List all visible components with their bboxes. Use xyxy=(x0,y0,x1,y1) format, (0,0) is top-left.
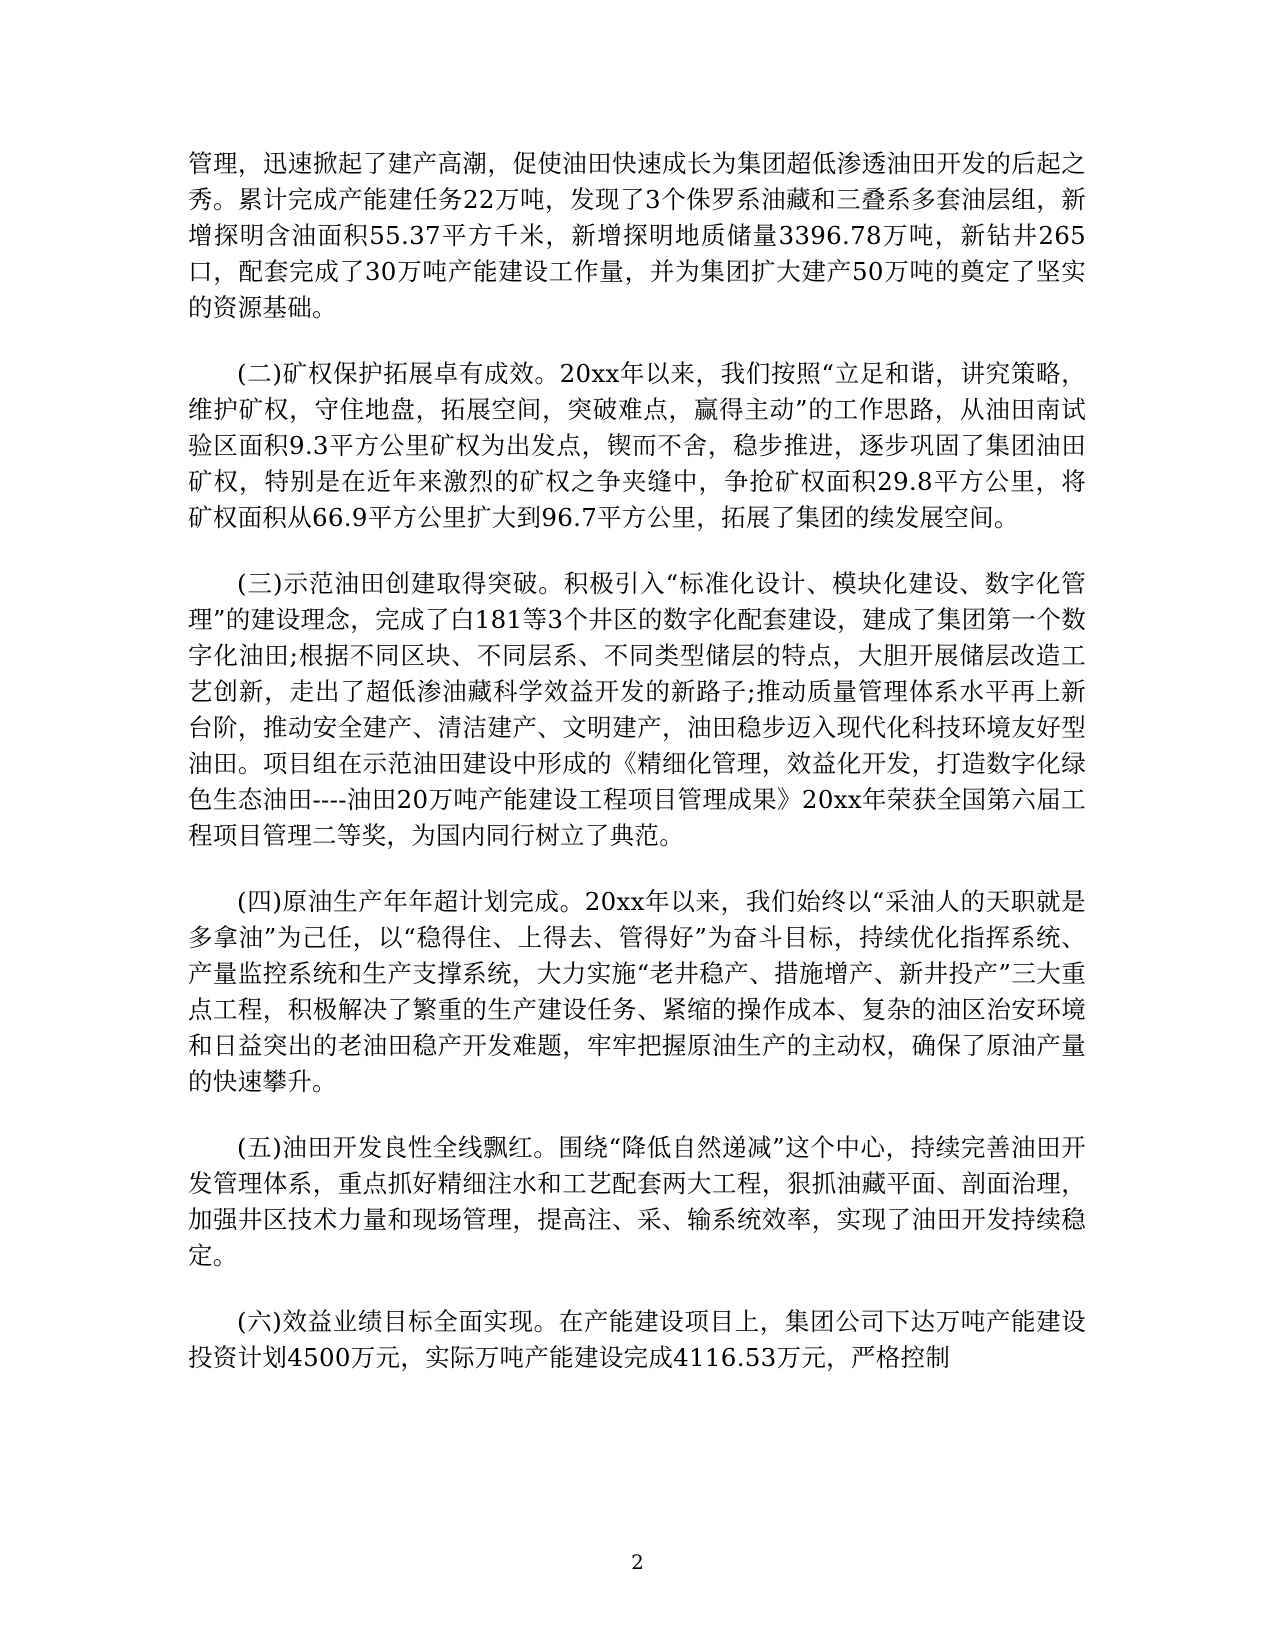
page-body xyxy=(188,146,1086,1406)
paragraph-intro: 管理，迅速掀起了建产高潮，促使油田快速成长为集团超低渗透油田开发的后起之秀。累计完成产能建任务22万吨，发现了3个侏罗系油藏和三叠系多套油层组，新增探明含油面积55.37平方千米，新增探明地质储量3396.78万吨，新钻井265口，配套完成了30万吨产能建设工作量，并为集团扩大建产50万吨的奠定了坚实的资源基础。 xyxy=(188,149,1086,322)
page-number: 2 xyxy=(631,1550,644,1574)
paragraph-oilfield-development: (五)油田开发良性全线飘红。围绕“降低自然递减”这个中心，持续完善油田开发管理体系，重点抓好精细注水和工艺配套两大工程，狠抓油藏平面、剖面治理，加强井区技术力量和现场管理，提高注、采、输系统效率，实现了油田开发持续稳定。 xyxy=(188,1133,1086,1270)
paragraph-crude-production: (四)原油生产年年超计划完成。20xx年以来，我们始终以“采油人的天职就是多拿油”为己任，以“稳得住、上得去、管得好”为奋斗目标，持续优化指挥系统、产量监控系统和生产支撑系统，大力实施“老井稳产、措施增产、新井投产”三大重点工程，积极解决了繁重的生产建设任务、紧缩的操作成本、复杂的油区治安环境和日益突出的老油田稳产开发难题，牢牢把握原油生产的主动权，确保了原油产量的快速攀升。 xyxy=(188,887,1086,1096)
paragraph-mineral-rights: (二)矿权保护拓展卓有成效。20xx年以来，我们按照“立足和谐，讲究策略，维护矿权，守住地盘，拓展空间，突破难点，赢得主动”的工作思路，从油田南试验区面积9.3平方公里矿权为出发点，锲而不舍，稳步推进，逐步巩固了集团油田矿权，特别是在近年来激烈的矿权之争夹缝中，争抢矿权面积29.8平方公里，将矿权面积从66.9平方公里扩大到96.7平方公里，拓展了集团的续发展空间。 xyxy=(188,359,1086,532)
paragraph-performance-targets: (六)效益业绩目标全面实现。在产能建设项目上，集团公司下达万吨产能建设投资计划4500万元，实际万吨产能建设完成4116.53万元，严格控制 xyxy=(188,1307,1086,1372)
paragraph-demo-oilfield: (三)示范油田创建取得突破。积极引入“标准化设计、模块化建设、数字化管理”的建设理念，完成了白181等3个井区的数字化配套建设，建成了集团第一个数字化油田;根据不同区块、不同层系、不同类型储层的特点，大胆开展储层改造工艺创新，走出了超低渗油藏科学效益开发的新路子;推动质量管理体系水平再上新台阶，推动安全建产、清洁建产、文明建产，油田稳步迈入现代化科技环境友好型油田。项目组在示范油田建设中形成的《精细化管理，效益化开发，打造数字化绿色生态油田----油田20万吨产能建设工程项目管理成果》20xx年荣获全国第六届工程项目管理二等奖，为国内同行树立了典范。 xyxy=(188,569,1086,850)
